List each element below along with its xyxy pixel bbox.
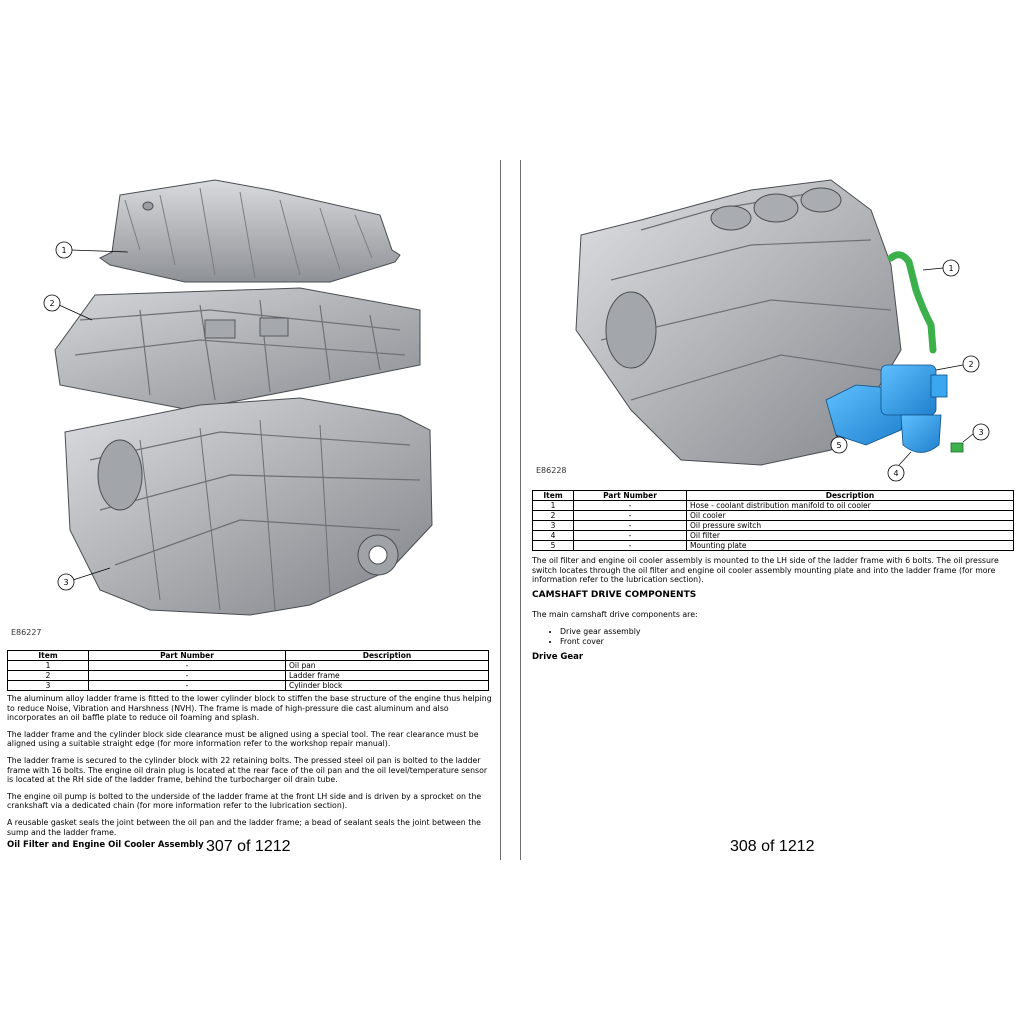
table-cell: 3 — [8, 681, 89, 691]
table-row — [533, 531, 1014, 541]
list-item: • Drive gear assembly — [560, 627, 641, 637]
svg-text:2: 2 — [49, 299, 55, 308]
right-page — [521, 0, 1024, 1024]
table-cell: Oil pan — [286, 661, 489, 671]
column-header: Part Number — [574, 491, 687, 501]
parts-table — [532, 490, 1014, 551]
svg-text:1: 1 — [948, 264, 954, 273]
bullet-list — [532, 627, 641, 647]
table-cell: - — [89, 661, 286, 671]
table-cell: - — [574, 541, 687, 551]
table-cell: Cylinder block — [286, 681, 489, 691]
table-cell: 1 — [533, 501, 574, 511]
page-number: 307 of 1212 — [206, 838, 291, 855]
table-row — [533, 511, 1014, 521]
table-cell: - — [574, 501, 687, 511]
paragraph: The ladder frame and the cylinder block side clearance must be aligned using a special tool. The rear clearance must be aligned using a suitable straight edge (for more information refer to the workshop repair manual). — [7, 729, 479, 749]
svg-text:4: 4 — [893, 469, 899, 478]
paragraph: The ladder frame is secured to the cylinder block with 22 retaining bolts. The pressed steel oil pan is bolted to the ladder frame with 16 bolts. The engine oil drain plug is located at the rear face of the oil pan and the oil level/temperature sensor is located at the RH side of the ladder frame, behind the turbocharger oil drain tube. — [7, 755, 488, 785]
list-item: • Front cover — [560, 637, 641, 647]
table-row — [8, 671, 489, 681]
table-cell: Oil cooler — [687, 511, 1014, 521]
callout-3 — [963, 424, 989, 442]
left-page — [0, 0, 500, 1024]
body-text — [532, 556, 1017, 592]
table-cell: - — [89, 671, 286, 681]
svg-text:3: 3 — [978, 428, 984, 437]
section-heading: Oil Filter and Engine Oil Cooler Assembly — [7, 840, 204, 850]
figure-code: E86227 — [11, 628, 42, 637]
table-cell: Mounting plate — [687, 541, 1014, 551]
table-header-row — [533, 491, 1014, 501]
page-number: 308 of 1212 — [730, 838, 815, 855]
table-cell: Ladder frame — [286, 671, 489, 681]
paragraph: The aluminum alloy ladder frame is fitted to the lower cylinder block to stiffen the base structure of the engine thus helping to reduce Noise, Vibration and Harshness (NVH). The frame is made of high-pressure die cast aluminum and also incorporates an oil baffle plate to reduce oil foaming and splash. — [7, 694, 492, 723]
column-header: Description — [286, 651, 489, 661]
figure-code: E86228 — [536, 466, 567, 475]
parts-table — [7, 650, 489, 691]
subheading: Drive Gear — [532, 652, 584, 662]
oil-pan-illustration — [100, 180, 400, 282]
cylinder-block-illustration — [65, 398, 432, 615]
callout-1 — [923, 260, 959, 276]
page-divider — [500, 160, 501, 860]
paragraph: The engine oil pump is bolted to the underside of the ladder frame at the front LH side and is driven by a sprocket on the crankshaft via a dedicated chain (for more information refer to the lubrication section). — [7, 791, 482, 811]
ladder-frame-illustration — [55, 288, 420, 410]
table-row — [533, 521, 1014, 531]
paragraph: The oil filter and engine oil cooler assembly is mounted to the LH side of the ladder frame with 6 bolts. The oil pressure switch locates through the oil filter and engine oil cooler assembly mounting plate and into the ladder frame (for more information refer to the lubrication section). — [532, 556, 999, 585]
column-header: Item — [8, 651, 89, 661]
callout-2 — [936, 356, 979, 372]
table-cell: 3 — [533, 521, 574, 531]
table-cell: 1 — [8, 661, 89, 671]
table-row — [8, 661, 489, 671]
oil-cooler-assembly-figure — [571, 170, 1011, 478]
column-header: Item — [533, 491, 574, 501]
table-row — [533, 501, 1014, 511]
table-cell: - — [574, 511, 687, 521]
svg-text:5: 5 — [836, 441, 842, 450]
table-header-row — [8, 651, 489, 661]
body-text — [7, 694, 492, 844]
svg-text:2: 2 — [968, 360, 974, 369]
column-header: Description — [687, 491, 1014, 501]
table-row — [8, 681, 489, 691]
table-cell: Hose - coolant distribution manifold to oil cooler — [687, 501, 1014, 511]
svg-text:1: 1 — [61, 246, 67, 255]
table-cell: 5 — [533, 541, 574, 551]
column-header: Part Number — [89, 651, 286, 661]
section-heading: CAMSHAFT DRIVE COMPONENTS — [532, 590, 697, 600]
table-cell: - — [574, 531, 687, 541]
table-cell: Oil pressure switch — [687, 521, 1014, 531]
table-cell: 4 — [533, 531, 574, 541]
svg-text:3: 3 — [63, 578, 69, 587]
intro-text: The main camshaft drive components are: — [532, 610, 698, 619]
table-row — [533, 541, 1014, 551]
table-cell: - — [89, 681, 286, 691]
table-cell: 2 — [533, 511, 574, 521]
paragraph: A reusable gasket seals the joint between the oil pan and the ladder frame; a bead of sealant seals the joint between the sump and the ladder frame. — [7, 817, 481, 837]
engine-exploded-figure — [0, 170, 500, 630]
callout-4 — [888, 452, 911, 481]
table-cell: Oil filter — [687, 531, 1014, 541]
table-cell: 2 — [8, 671, 89, 681]
table-cell: - — [574, 521, 687, 531]
pressure-switch-illustration — [951, 443, 963, 452]
